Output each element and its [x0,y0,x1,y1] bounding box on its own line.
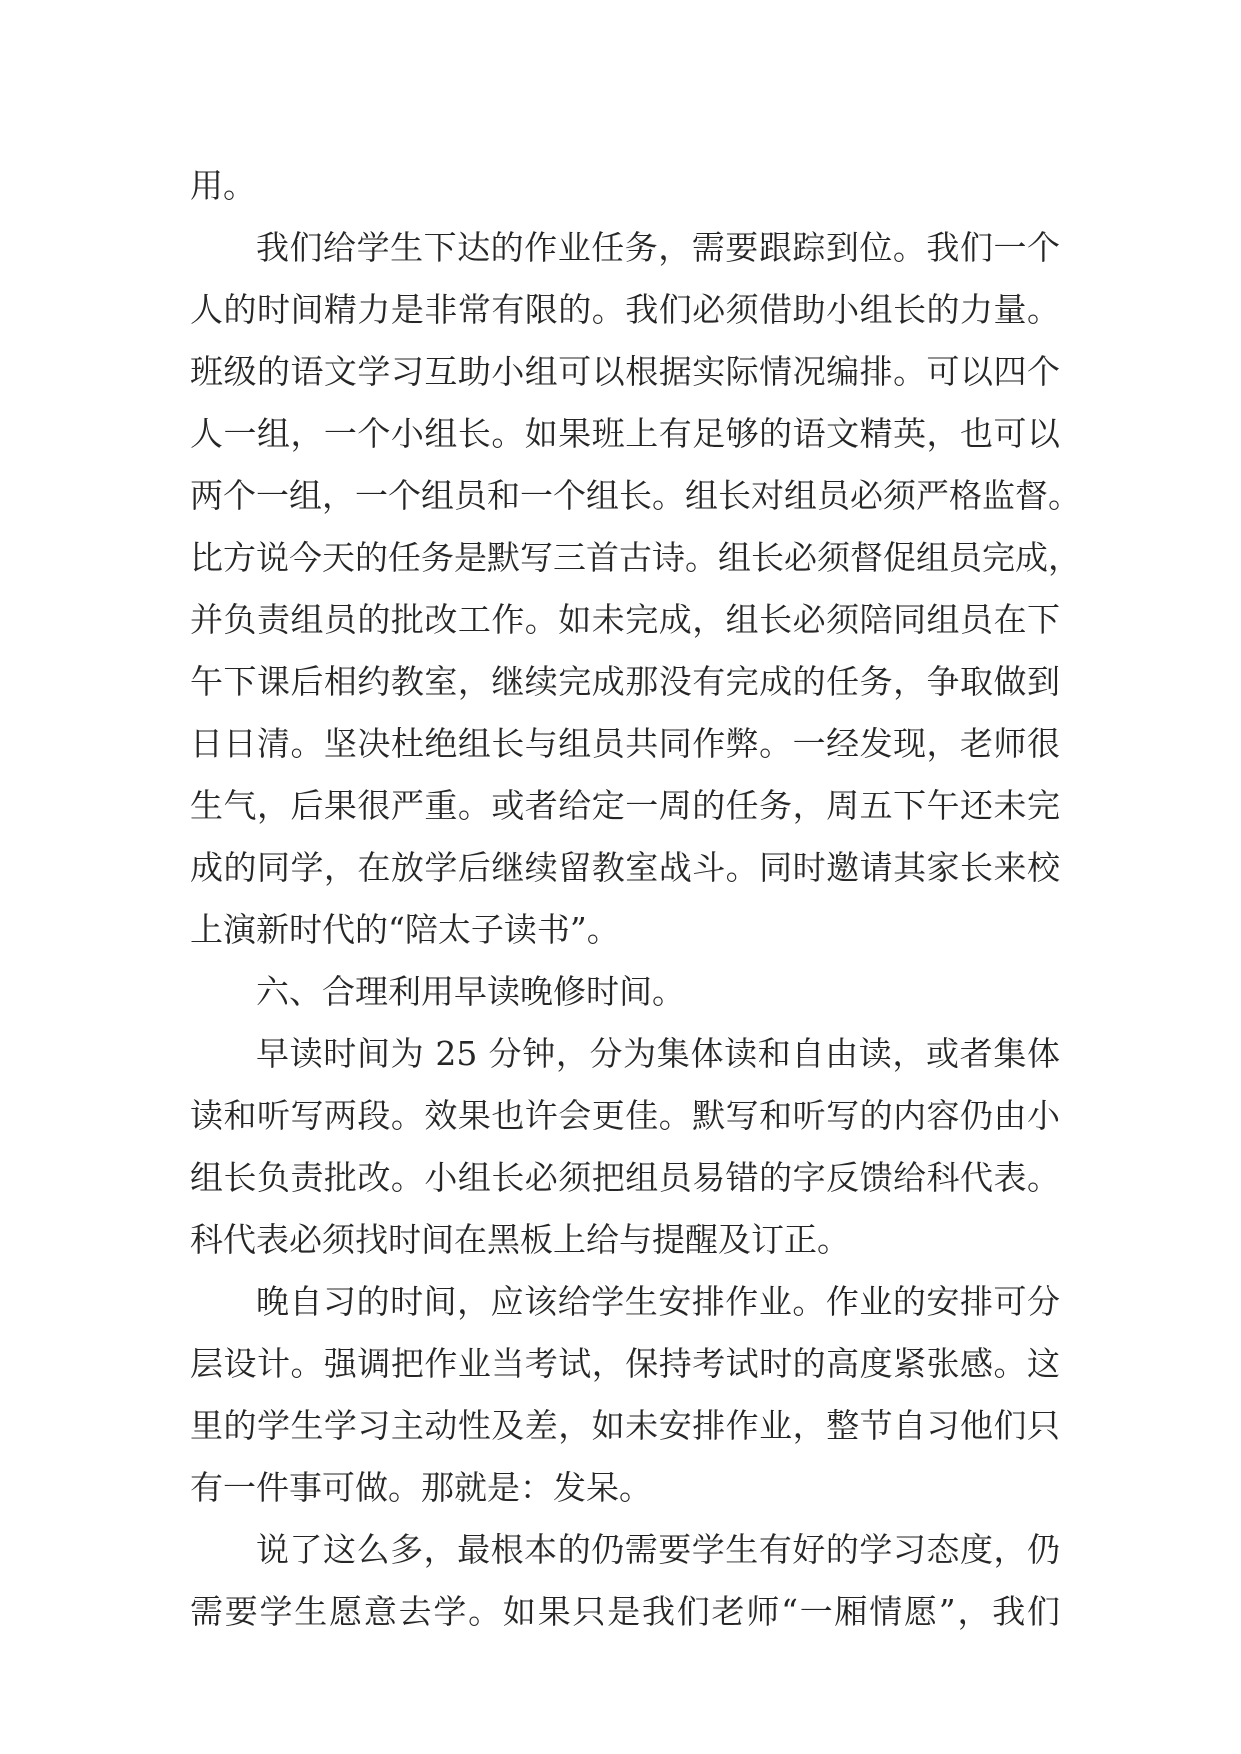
text-line: 两个一组，一个组员和一个组长。组长对组员必须严格监督。 [190,476,1081,515]
text-line: 上演新时代的“陪太子读书”。 [190,910,620,949]
text-line: 生气，后果很严重。或者给定一周的任务，周五下午还未完 [190,786,1060,825]
text-line: 有一件事可做。那就是：发呆。 [190,1468,652,1507]
text-line: 用。 [190,166,256,205]
text-line: 组长负责批改。小组长必须把组员易错的字反馈给科代表。 [190,1158,1060,1197]
text-line: 科代表必须找时间在黑板上给与提醒及订正。 [190,1220,850,1259]
text-line: 人的时间精力是非常有限的。我们必须借助小组长的力量。 [190,290,1060,329]
text-line: 需要学生愿意去学。如果只是我们老师“一厢情愿”，我们 [190,1592,1060,1631]
text-line: 日日清。坚决杜绝组长与组员共同作弊。一经发现，老师很 [190,724,1060,763]
text-line: 说了这么多，最根本的仍需要学生有好的学习态度，仍 [256,1530,1060,1569]
text-line: 人一组，一个小组长。如果班上有足够的语文精英，也可以 [190,414,1060,453]
text-line: 六、合理利用早读晚修时间。 [256,972,685,1011]
text-line: 我们给学生下达的作业任务，需要跟踪到位。我们一个 [256,228,1060,267]
text-line: 午下课后相约教室，继续完成那没有完成的任务，争取做到 [190,662,1060,701]
text-line: 班级的语文学习互助小组可以根据实际情况编排。可以四个 [190,352,1060,391]
text-line: 并负责组员的批改工作。如未完成，组长必须陪同组员在下 [190,600,1060,639]
text-line: 比方说今天的任务是默写三首古诗。组长必须督促组员完成， [190,538,1081,577]
text-line: 读和听写两段。效果也许会更佳。默写和听写的内容仍由小 [190,1096,1060,1135]
body-text [190,155,1081,1643]
text-line: 成的同学，在放学后继续留教室战斗。同时邀请其家长来校 [190,848,1060,887]
text-line: 里的学生学习主动性及差，如未安排作业，整节自习他们只 [190,1406,1060,1445]
text-line: 层设计。强调把作业当考试，保持考试时的高度紧张感。这 [190,1344,1060,1383]
text-line: 早读时间为 25 分钟，分为集体读和自由读，或者集体 [256,1034,1060,1073]
text-line: 晚自习的时间，应该给学生安排作业。作业的安排可分 [256,1282,1060,1321]
